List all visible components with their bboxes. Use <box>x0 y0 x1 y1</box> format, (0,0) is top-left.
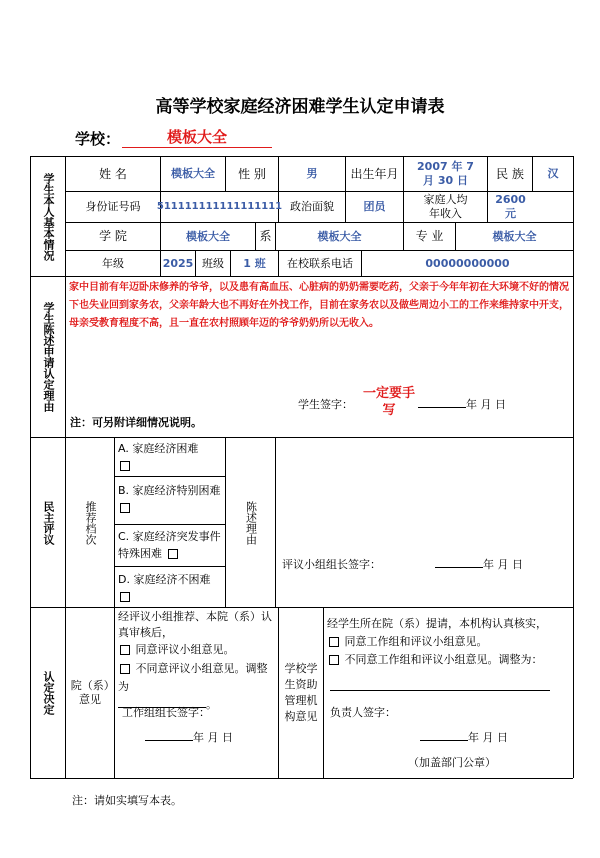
footnote: 注：请如实填写本表。 <box>72 794 182 807</box>
option-b-checkbox[interactable] <box>120 503 130 513</box>
statement-note: 注：可另附详细情况说明。 <box>70 416 202 429</box>
major-field[interactable]: 模板大全 <box>492 229 537 243</box>
center-sign-label: 负责人签字： <box>330 706 396 719</box>
name-label: 姓 名 <box>99 166 127 181</box>
income-label: 家庭人均年收入 <box>423 193 468 220</box>
college-opinion-text: 经评议小组推荐、本院（系）认真审核后， <box>118 610 272 639</box>
birth-label: 出生年月 <box>350 166 399 181</box>
ethnic-label: 民 族 <box>496 166 524 181</box>
center-opinion-text: 经学生所在院（系）提请，本机构认真核实， <box>327 617 547 630</box>
class-field[interactable]: 1 班 <box>243 256 266 270</box>
class-label: 班级 <box>202 256 224 270</box>
center-opinion-label: 学校学生资助管理机构意见 <box>284 662 318 723</box>
statement-text[interactable]: 家中目前有年迈卧床修养的爷爷，以及患有高血压、心脏病的奶奶需要吃药，父亲于今年年初在大环境不好的情况下也失业回到家务农，父亲年龄大也不再好在外找工作，目前在家务农以及做些周边小工的工作来维持家中开支，母亲受教育程度不高，且一直在农村照顾年迈的爷爷奶奶所以无收入。 <box>69 282 569 329</box>
option-a[interactable]: A. 家庭经济困难 <box>118 440 222 474</box>
id-field[interactable]: 511111111111111111 <box>156 200 283 212</box>
form-title: 高等学校家庭经济困难学生认定申请表 <box>155 97 445 117</box>
phone-field[interactable]: 00000000000 <box>425 256 510 270</box>
school-label: 学校： <box>75 130 121 148</box>
option-c-checkbox[interactable] <box>168 549 178 559</box>
center-agree-checkbox[interactable] <box>329 637 339 647</box>
college-disagree-checkbox[interactable] <box>120 664 130 674</box>
dept-label: 系 <box>259 229 272 243</box>
college-agree-option[interactable]: 同意评议小组意见。 <box>118 642 276 658</box>
gender-field[interactable]: 男 <box>306 167 318 181</box>
center-disagree-option[interactable]: 不同意工作组和评议小组意见。调整为： <box>327 652 571 668</box>
student-sign-label: 学生签字： <box>298 398 353 411</box>
grade-label: 年级 <box>102 256 124 270</box>
option-b[interactable]: B. 家庭经济特别困难 <box>118 482 222 516</box>
stamp-note: （加盖部门公章） <box>408 756 496 769</box>
ethnic-field[interactable]: 汉 <box>547 167 559 181</box>
eval-sign-label: 评议小组组长签字： <box>282 558 381 571</box>
statement-section-label: 学生陈述申请认定理由 <box>42 302 56 412</box>
college-agree-checkbox[interactable] <box>120 645 130 655</box>
dept-field[interactable]: 模板大全 <box>317 229 362 243</box>
college-sign-date[interactable]: 年 月 日 <box>145 730 233 746</box>
option-d-checkbox[interactable] <box>120 592 130 602</box>
college-label: 学 院 <box>99 229 127 243</box>
phone-label: 在校联系电话 <box>287 256 353 270</box>
college-sign-label: 工作组组长签字： <box>122 706 210 719</box>
birth-field[interactable]: 2007 年 7 月 30 日 <box>417 160 474 187</box>
center-adjust-line[interactable] <box>330 690 550 691</box>
center-sign-date[interactable]: 年 月 日 <box>420 730 508 746</box>
student-sign-date[interactable]: 年 月 日 <box>418 397 506 413</box>
reason-label: 陈述理由 <box>244 500 258 545</box>
gender-label: 性 别 <box>238 166 266 181</box>
political-label: 政治面貌 <box>290 200 334 214</box>
decision-section-label: 认定决定 <box>42 671 56 715</box>
option-a-checkbox[interactable] <box>120 461 130 471</box>
recommend-level-label: 推荐档次 <box>84 500 98 545</box>
political-field[interactable]: 团员 <box>363 200 386 214</box>
center-agree-option[interactable]: 同意工作组和评议小组意见。 <box>327 634 571 650</box>
college-opinion-label: 院（系）意见 <box>70 679 110 706</box>
evaluation-section-label: 民主评议 <box>42 500 56 545</box>
grade-field[interactable]: 2025 <box>162 256 194 270</box>
name-field[interactable]: 模板大全 <box>171 167 215 181</box>
college-field[interactable]: 模板大全 <box>186 229 230 243</box>
basic-info-section-label: 学生本人基本情况 <box>42 172 56 261</box>
college-disagree-option[interactable]: 不同意评议小组意见。调整为 。 <box>118 662 268 711</box>
center-disagree-checkbox[interactable] <box>329 655 339 665</box>
sign-note: 一定要手写 <box>362 386 415 418</box>
school-field[interactable]: 模板大全 <box>122 128 272 148</box>
option-d[interactable]: D. 家庭经济不困难 <box>118 571 222 605</box>
income-field[interactable]: 2600 元 <box>495 193 526 220</box>
major-label: 专 业 <box>415 229 444 243</box>
eval-sign-date[interactable]: 年 月 日 <box>435 557 523 573</box>
id-label: 身份证号码 <box>85 200 141 214</box>
option-c[interactable]: C. 家庭经济突发事件特殊困难 <box>118 530 221 560</box>
